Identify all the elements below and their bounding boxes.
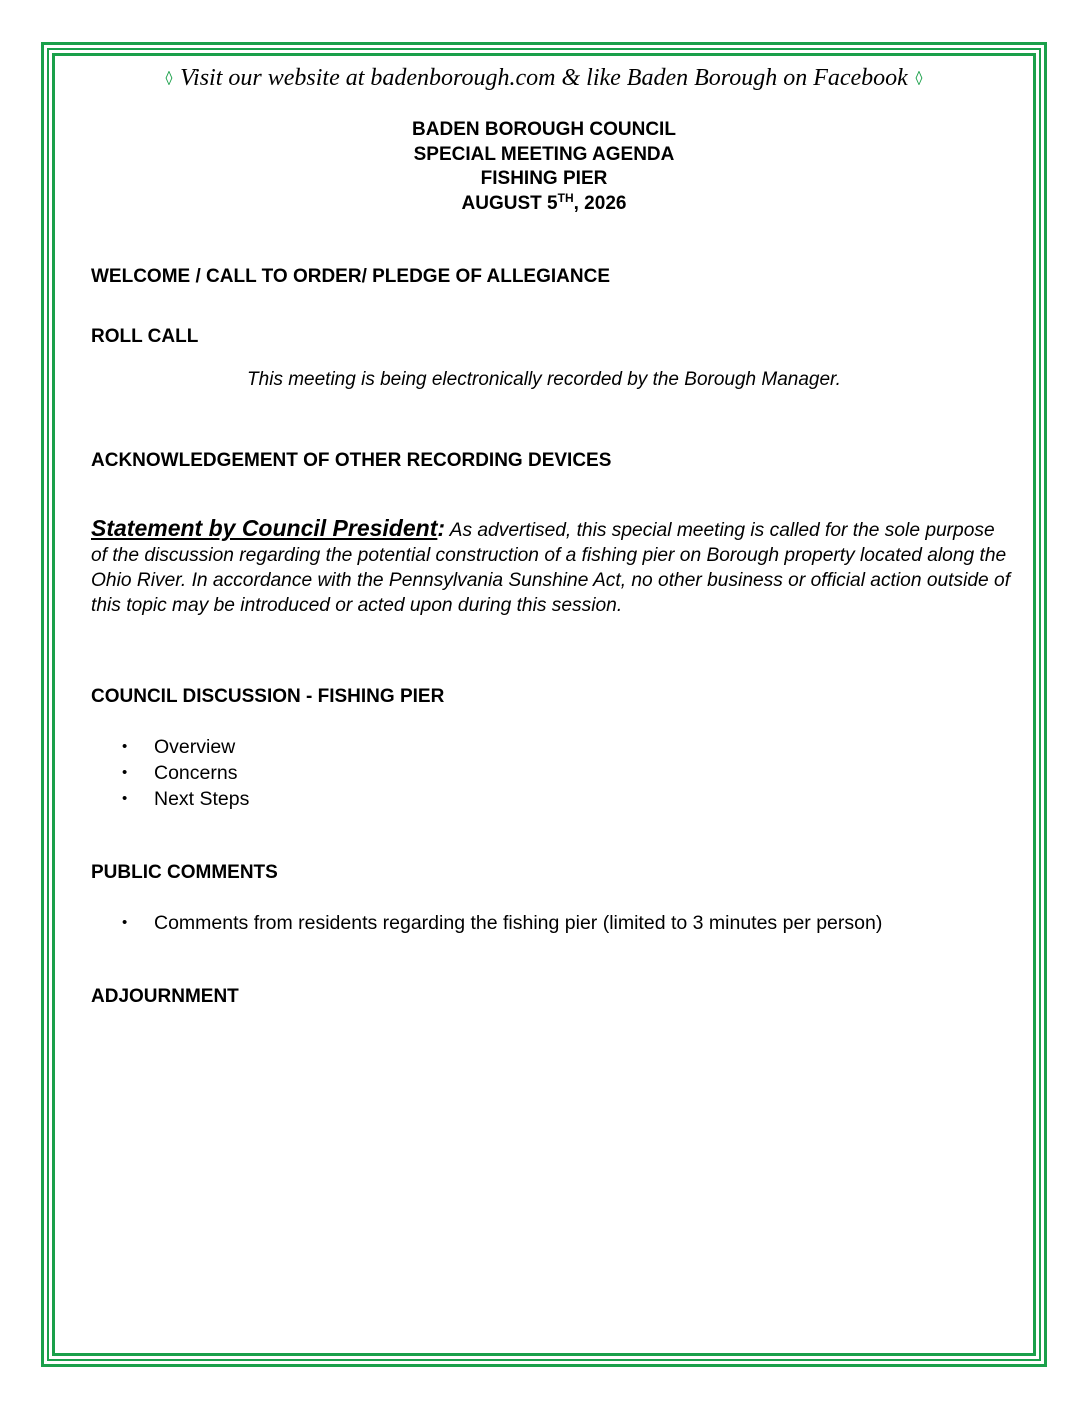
- bullet-icon: •: [122, 790, 128, 807]
- recording-note: This meeting is being electronically recorded by the Borough Manager.: [247, 369, 841, 390]
- council-name: BADEN BOROUGH COUNCIL: [412, 119, 676, 140]
- list-item-text: Overview: [154, 736, 236, 758]
- bullet-icon: •: [122, 764, 128, 781]
- bullet-icon: •: [122, 914, 128, 931]
- agenda-header: [60, 118, 1028, 216]
- section-council-discussion: COUNCIL DISCUSSION - FISHING PIER: [91, 686, 445, 707]
- statement-heading: Statement by Council President: [91, 515, 438, 541]
- list-item-text: Comments from residents regarding the fishing pier (limited to 3 minutes per person): [154, 912, 883, 934]
- meeting-date-day: AUGUST 5: [461, 192, 558, 214]
- agenda-topic: FISHING PIER: [480, 168, 608, 189]
- president-statement: [91, 516, 1011, 618]
- meeting-date-suffix: TH: [557, 190, 574, 205]
- list-item-text: Next Steps: [154, 788, 250, 810]
- section-welcome: WELCOME / CALL TO ORDER/ PLEDGE OF ALLEGIANCE: [91, 266, 610, 287]
- statement-colon: :: [437, 515, 446, 541]
- diamond-icon: ◊: [915, 68, 923, 90]
- section-acknowledgement: ACKNOWLEDGEMENT OF OTHER RECORDING DEVICES: [91, 450, 612, 471]
- meeting-date: [60, 192, 1028, 217]
- list-item-text: Concerns: [154, 762, 238, 784]
- banner-text: Visit our website at badenborough.com & like Baden Borough on Facebook: [180, 65, 908, 91]
- bullet-icon: •: [122, 738, 128, 755]
- diamond-icon: ◊: [165, 68, 173, 90]
- website-banner: [60, 62, 1028, 95]
- statement-body: As advertised, this special meeting is called for the sole purpose of the discussion regarding the potential construction of a fishing pier on Borough property located along the Ohio River. In accordance with the Pennsylvania Sunshine Act, no other business or official action outside of this topic may be introduced or acted upon during this session.: [91, 520, 1011, 616]
- section-adjournment: ADJOURNMENT: [91, 986, 239, 1007]
- section-roll-call: ROLL CALL: [91, 326, 199, 347]
- meeting-date-year: , 2026: [573, 192, 627, 214]
- agenda-type: SPECIAL MEETING AGENDA: [413, 143, 675, 165]
- section-public-comments: PUBLIC COMMENTS: [91, 862, 278, 883]
